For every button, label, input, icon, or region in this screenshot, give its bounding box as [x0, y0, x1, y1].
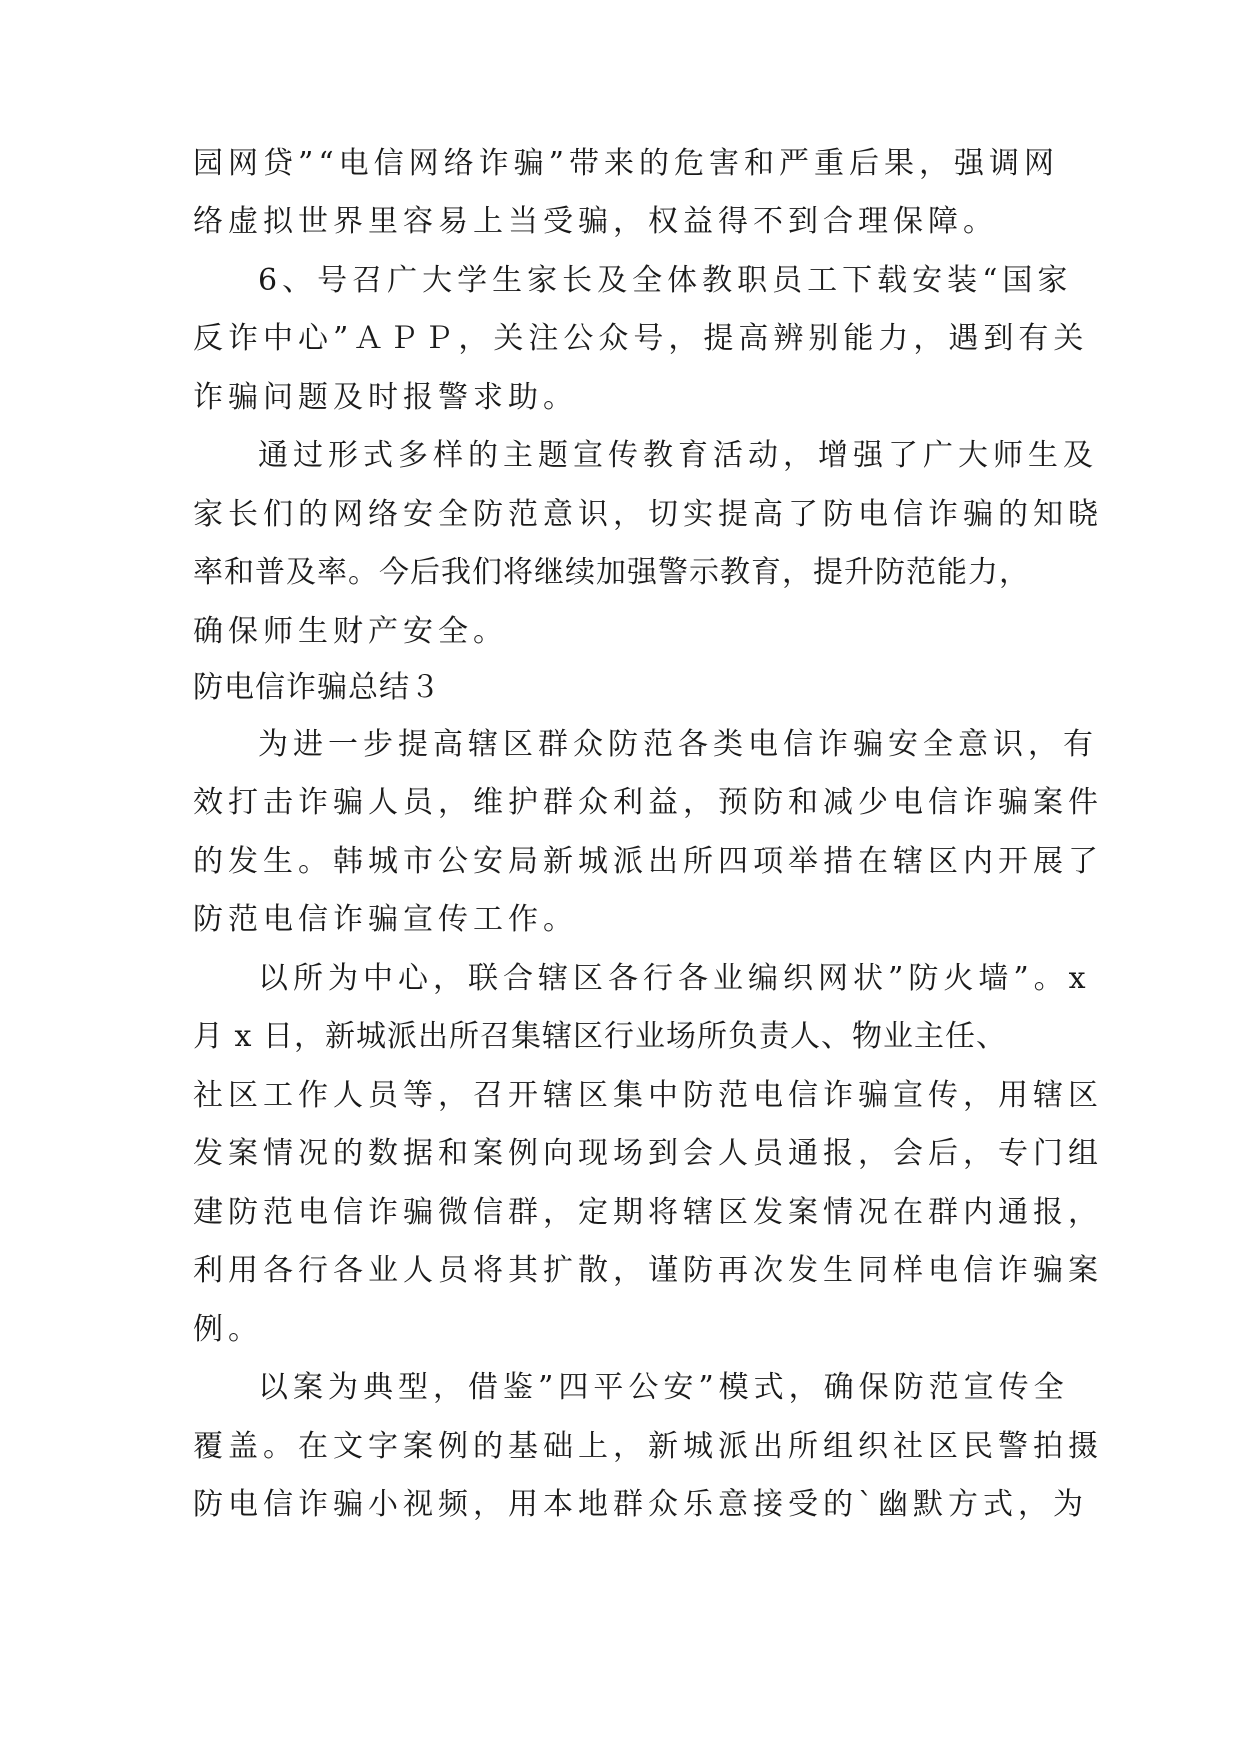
paragraph-line: 覆盖。在文字案例的基础上，新城派出所组织社区民警拍摄	[193, 1429, 1103, 1464]
paragraph-line: 通过形式多样的主题宣传教育活动，增强了广大师生及	[258, 438, 1098, 473]
paragraph-line: 防范电信诈骗宣传工作。	[193, 902, 578, 937]
paragraph-line: 以所为中心，联合辖区各行各业编织网状”防火墙”。x	[258, 961, 1091, 996]
paragraph-line: 建防范电信诈骗微信群，定期将辖区发案情况在群内通报，	[193, 1195, 1103, 1230]
paragraph-line: 为进一步提高辖区群众防范各类电信诈骗安全意识，有	[258, 727, 1098, 762]
paragraph-line: 反诈中心”ＡＰＰ，关注公众号，提高辨别能力，遇到有关	[193, 321, 1089, 356]
paragraph-line: 利用各行各业人员将其扩散，谨防再次发生同样电信诈骗案	[193, 1253, 1103, 1288]
paragraph-line: 确保师生财产安全。	[193, 614, 508, 649]
paragraph-line: 以案为典型，借鉴”四平公安”模式，确保防范宣传全	[258, 1370, 1069, 1405]
paragraph-line: 率和普及率。今后我们将继续加强警示教育，提升防范能力，	[193, 555, 1030, 590]
paragraph-line: 诈骗问题及时报警求助。	[193, 380, 578, 415]
section-heading: 防电信诈骗总结３	[193, 670, 441, 705]
paragraph-line: 的发生。韩城市公安局新城派出所四项举措在辖区内开展了	[193, 844, 1103, 879]
paragraph-line: 效打击诈骗人员，维护群众利益，预防和减少电信诈骗案件	[193, 785, 1103, 820]
paragraph-line: 例。	[193, 1312, 263, 1347]
paragraph-line: 社区工作人员等，召开辖区集中防范电信诈骗宣传，用辖区	[193, 1078, 1103, 1113]
paragraph-line: 6、号召广大学生家长及全体教职员工下载安装“国家	[258, 263, 1073, 298]
paragraph-line: 月 x 日，新城派出所召集辖区行业场所负责人、物业主任、	[193, 1019, 1007, 1054]
paragraph-line: 家长们的网络安全防范意识，切实提高了防电信诈骗的知晓	[193, 497, 1103, 532]
paragraph-line: 发案情况的数据和案例向现场到会人员通报，会后，专门组	[193, 1136, 1103, 1171]
paragraph-line: 络虚拟世界里容易上当受骗，权益得不到合理保障。	[193, 204, 998, 239]
paragraph-line: 防电信诈骗小视频，用本地群众乐意接受的`幽默方式，为	[193, 1487, 1088, 1522]
paragraph-line: 园网贷”“电信网络诈骗”带来的危害和严重后果，强调网	[193, 146, 1060, 181]
